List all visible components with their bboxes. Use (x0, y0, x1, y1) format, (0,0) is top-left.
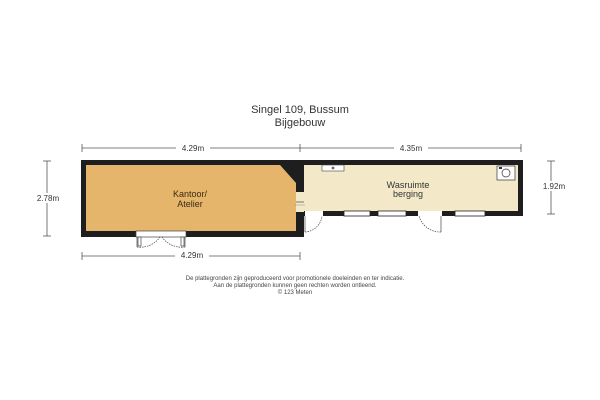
room-label-office-line2: Atelier (177, 199, 203, 209)
sink-fixture (322, 165, 344, 171)
copyright-line: © 123 Meten (277, 290, 313, 296)
washing-machine-fixture (497, 166, 515, 180)
dim-label-bottom: 4.29m (180, 251, 204, 260)
dim-label-right: 1.92m (542, 182, 566, 191)
disclaimer-line-2: Aan de plattegronden kunnen geen rechten worden ontleend. (213, 283, 377, 289)
dim-label-top-left: 4.29m (181, 144, 205, 153)
dim-label-top-right: 4.35m (399, 144, 423, 153)
room-label-office-line1: Kantoor/ (172, 189, 208, 199)
plan-address-title: Singel 109, Bussum (251, 104, 349, 116)
room-label-laundry-line2: berging (392, 189, 424, 199)
room-label-laundry-line1: Wasruimte (386, 180, 430, 190)
dim-label-left: 2.78m (36, 194, 60, 203)
disclaimer-line-1: De plattegronden zijn geproduceerd voor promotionele doeleinden en ter indicatie. (185, 276, 405, 282)
plan-subtitle: Bijgebouw (274, 117, 326, 129)
